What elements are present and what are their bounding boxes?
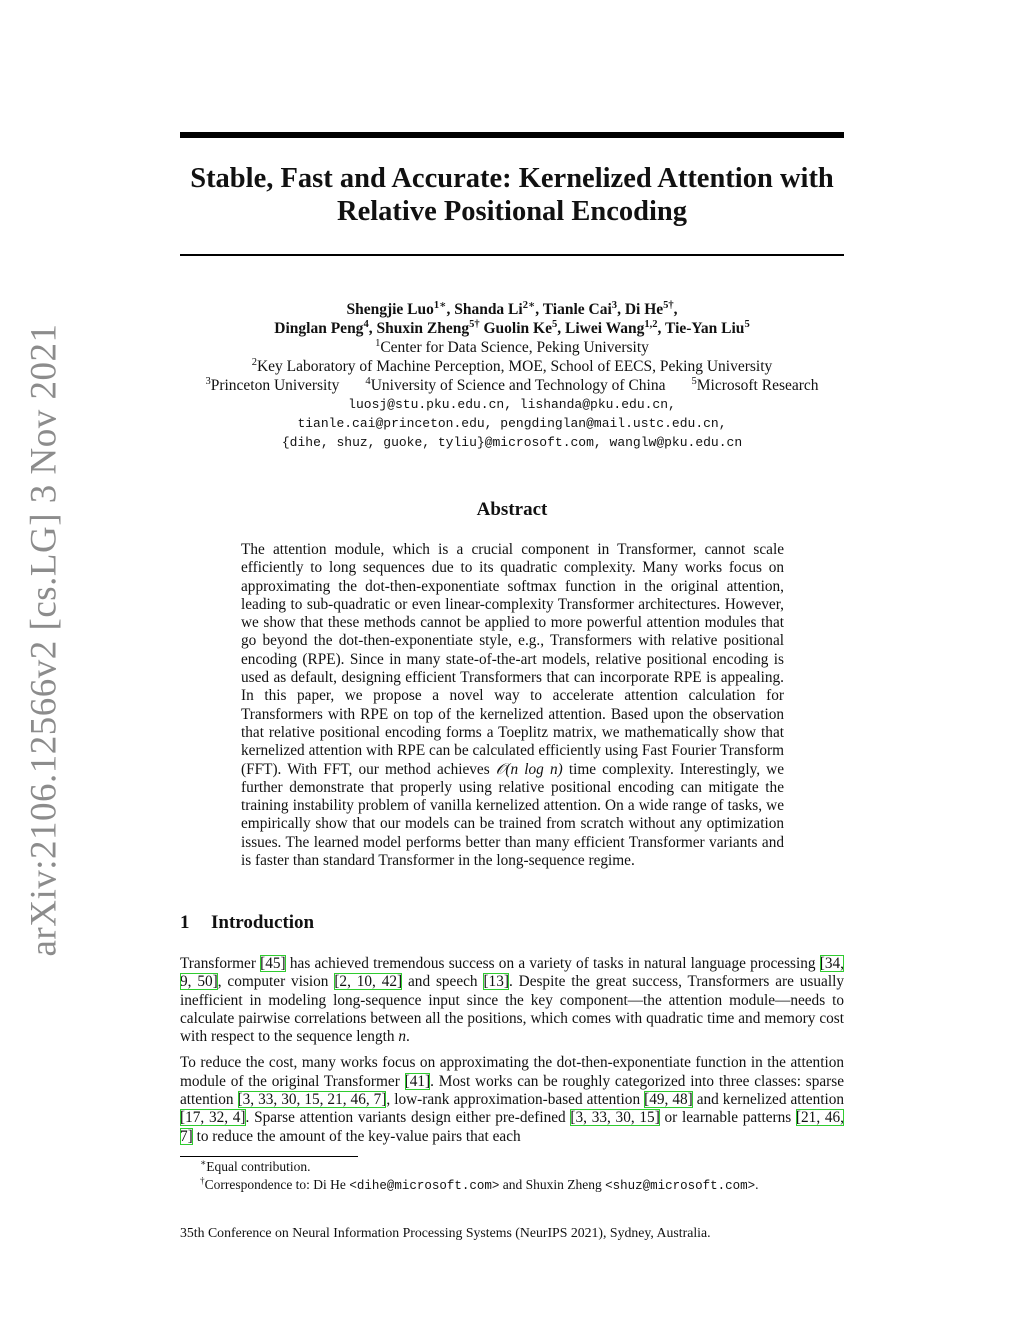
- paragraph-text: To reduce the cost, many works focus on approximating the dot-then-exponentiate function in the attention module of the original Transformer: [180, 1054, 844, 1090]
- title-line-1: Stable, Fast and Accurate: Kernelized Attention with: [190, 163, 834, 194]
- author-line-1: [150, 300, 874, 319]
- citation-link[interactable]: [3, 33, 30, 15, 21, 46, 7]: [237, 1091, 387, 1109]
- author-name: Shengjie Luo: [346, 301, 434, 318]
- paragraph-text: . Most works can be roughly categorized into three classes: sparse attention: [180, 1072, 844, 1109]
- affil-mark: 5: [691, 375, 697, 387]
- affil-text: Center for Data Science, Peking University: [380, 339, 649, 356]
- affiliation-row-3: [150, 376, 874, 395]
- author-name: Di He: [624, 301, 664, 318]
- author-separator: ,: [446, 301, 455, 318]
- paragraph-text: Transformer: [180, 955, 261, 972]
- affil-mark: 1: [375, 337, 381, 349]
- author-separator: ,: [557, 320, 565, 337]
- email-line-3: {dihe, shuz, guoke, tyliu}@microsoft.com, wanglw@pku.edu.cn: [281, 435, 743, 450]
- citation-link[interactable]: [41]: [404, 1072, 431, 1090]
- footnote-rule: [180, 1156, 358, 1157]
- paragraph-text: has achieved tremendous success on a variety of tasks in natural language processing: [285, 955, 820, 972]
- email-line-2: tianle.cai@princeton.edu, pengdinglan@mail.ustc.edu.cn,: [297, 416, 727, 431]
- footnote-text: Correspondence to: Di He: [204, 1177, 350, 1192]
- author-affil-mark: 1∗: [433, 299, 447, 311]
- author-affil-mark: 5†: [469, 318, 480, 330]
- email-link[interactable]: <shuz@microsoft.com>: [605, 1179, 756, 1193]
- affil-mark: 4: [365, 375, 371, 387]
- affiliation-4: [365, 376, 665, 395]
- author-name: Tie-Yan Liu: [665, 320, 745, 337]
- affil-text: Microsoft Research: [696, 377, 819, 394]
- title-rule-top: [180, 132, 844, 138]
- paragraph-text: . Sparse attention variants design either pre-defined: [245, 1109, 571, 1127]
- paragraph-text: , low-rank approximation-based attention: [386, 1091, 645, 1109]
- author-block: [150, 300, 874, 452]
- author-affil-mark: 4: [363, 318, 369, 330]
- footnote-text: and Shuxin Zheng: [499, 1177, 606, 1192]
- title-line-2: Relative Positional Encoding: [337, 196, 687, 227]
- author-separator: ,: [657, 320, 666, 337]
- author-name: Liwei Wang: [564, 320, 645, 337]
- citation-link[interactable]: [17, 32, 4]: [180, 1109, 246, 1127]
- affil-mark: 3: [205, 375, 211, 387]
- venue-note: 35th Conference on Neural Information Processing Systems (NeurIPS 2021), Sydney, Australia.: [180, 1225, 711, 1240]
- citation-link[interactable]: [13]: [483, 973, 509, 991]
- author-separator: ,: [673, 301, 678, 318]
- affil-text: Princeton University: [210, 377, 340, 394]
- author-affil-mark: 2∗: [522, 299, 536, 311]
- math-var: n: [398, 1028, 406, 1046]
- author-affil-mark: 5†: [663, 299, 674, 311]
- affiliation-5: [691, 376, 818, 395]
- author-separator: ,: [368, 320, 377, 337]
- author-separator: ,: [617, 301, 625, 318]
- paragraph-text: , computer vision: [217, 973, 335, 991]
- footnote-2: [200, 1176, 844, 1195]
- author-affil-mark: 5: [744, 318, 750, 330]
- author-name: Shuxin Zheng: [376, 320, 470, 337]
- paragraph-text: and kernelized attention: [692, 1091, 845, 1109]
- author-separator: ,: [535, 301, 543, 318]
- abstract-body: [241, 541, 784, 870]
- author-affil-mark: 5: [551, 318, 558, 330]
- paragraph-text: .: [406, 1028, 410, 1046]
- author-name: Shanda Li: [454, 301, 523, 318]
- author-name: Guolin Ke: [483, 320, 552, 337]
- affiliation-1: [150, 338, 874, 357]
- email-link[interactable]: <dihe@microsoft.com>: [349, 1179, 500, 1193]
- citation-link[interactable]: [34, 9, 50]: [180, 955, 844, 991]
- author-affil-mark: 1,2: [644, 318, 658, 330]
- affiliation-3: [205, 376, 339, 395]
- author-line-2: [150, 319, 874, 338]
- email-line-1: luosj@stu.pku.edu.cn, lishanda@pku.edu.cn,: [348, 397, 676, 412]
- citation-link[interactable]: [45]: [260, 955, 286, 972]
- intro-paragraph-2: [180, 1054, 844, 1145]
- citation-link[interactable]: [2, 10, 42]: [334, 973, 403, 991]
- section-number: 1: [180, 912, 190, 933]
- footnote-1: [200, 1158, 844, 1176]
- abstract-text-1: The attention module, which is a crucial component in Transformer, cannot scale efficiently to long sequences due to its quadratic complexity. Many works focus on approximating the dot-then-exponentiate softmax function in the original attention, leading to sub-quadratic or even linear-complexity Transformer architectures. However, we show that these methods cannot be applied to more powerful attention modules that go beyond the dot-then-exponentiate style, e.g., Transformers with relative positional encoding (RPE). Since in many state-of-the-art models, relative positional encoding is used as default, designing efficient Transformers that can incorporate RPE is appealing. In this paper, we propose a novel way to accelerate attention calculation for Transformers with RPE on top of the kernelized attention. Based upon the observation that relative positional encoding forms a Toeplitz matrix, we mathematically show that kernelized attention with RPE can be calculated efficiently using Fast Fourier Transform (FFT). With FFT, our method achieves: [241, 541, 784, 778]
- affiliation-2: [150, 357, 874, 376]
- paper-title: [180, 162, 844, 228]
- complexity-math: 𝒪(n log n): [495, 760, 563, 778]
- affil-text: Key Laboratory of Machine Perception, MOE, School of EECS, Peking University: [256, 358, 773, 375]
- footnotes: [200, 1158, 844, 1195]
- footnote-text: Equal contribution.: [206, 1159, 311, 1174]
- author-affil-mark: 3: [611, 299, 618, 311]
- citation-link[interactable]: [21, 46, 7]: [180, 1109, 844, 1145]
- title-rule-bottom: [180, 254, 844, 256]
- citation-link[interactable]: [3, 33, 30, 15]: [570, 1109, 660, 1127]
- author-name: Tianle Cai: [542, 301, 612, 318]
- section-heading: [180, 912, 314, 934]
- paragraph-text: and speech: [402, 973, 484, 991]
- footnote-text: .: [755, 1177, 759, 1192]
- author-name: Dinglan Peng: [274, 320, 364, 337]
- arxiv-stamp: arXiv:2106.12566v2 [cs.LG] 3 Nov 2021: [23, 323, 65, 957]
- abstract-text-2: time complexity. Interestingly, we further demonstrate that properly using relative positional encoding can mitigate the training instability problem of vanilla kernelized attention. On a wide range of tasks, we empirically show that our models can be trained from scratch without any optimization issues. The learned model performs better than many efficient Transformer variants and is faster than standard Transformer in the long-sequence regime.: [241, 760, 785, 870]
- intro-paragraph-1: [180, 955, 844, 1046]
- paragraph-text: or learnable patterns: [659, 1109, 796, 1127]
- section-body: [180, 955, 844, 1154]
- affil-mark: 2: [251, 356, 257, 368]
- paragraph-text: to reduce the amount of the key-value pairs that each: [192, 1127, 521, 1145]
- paragraph-text: . Despite the great success, Transformers are usually inefficient in modeling long-sequence input since the key component—the attention module—needs to calculate pairwise correlations between all the positions, which comes with quadratic time and memory cost with respect to the sequence length: [180, 973, 844, 1046]
- footnote-mark: †: [200, 1175, 205, 1186]
- affil-text: University of Science and Technology of China: [370, 377, 666, 394]
- section-title: Introduction: [211, 912, 315, 933]
- abstract-heading: Abstract: [476, 499, 548, 520]
- citation-link[interactable]: [49, 48]: [644, 1091, 693, 1109]
- footnote-mark: ∗: [200, 1157, 207, 1168]
